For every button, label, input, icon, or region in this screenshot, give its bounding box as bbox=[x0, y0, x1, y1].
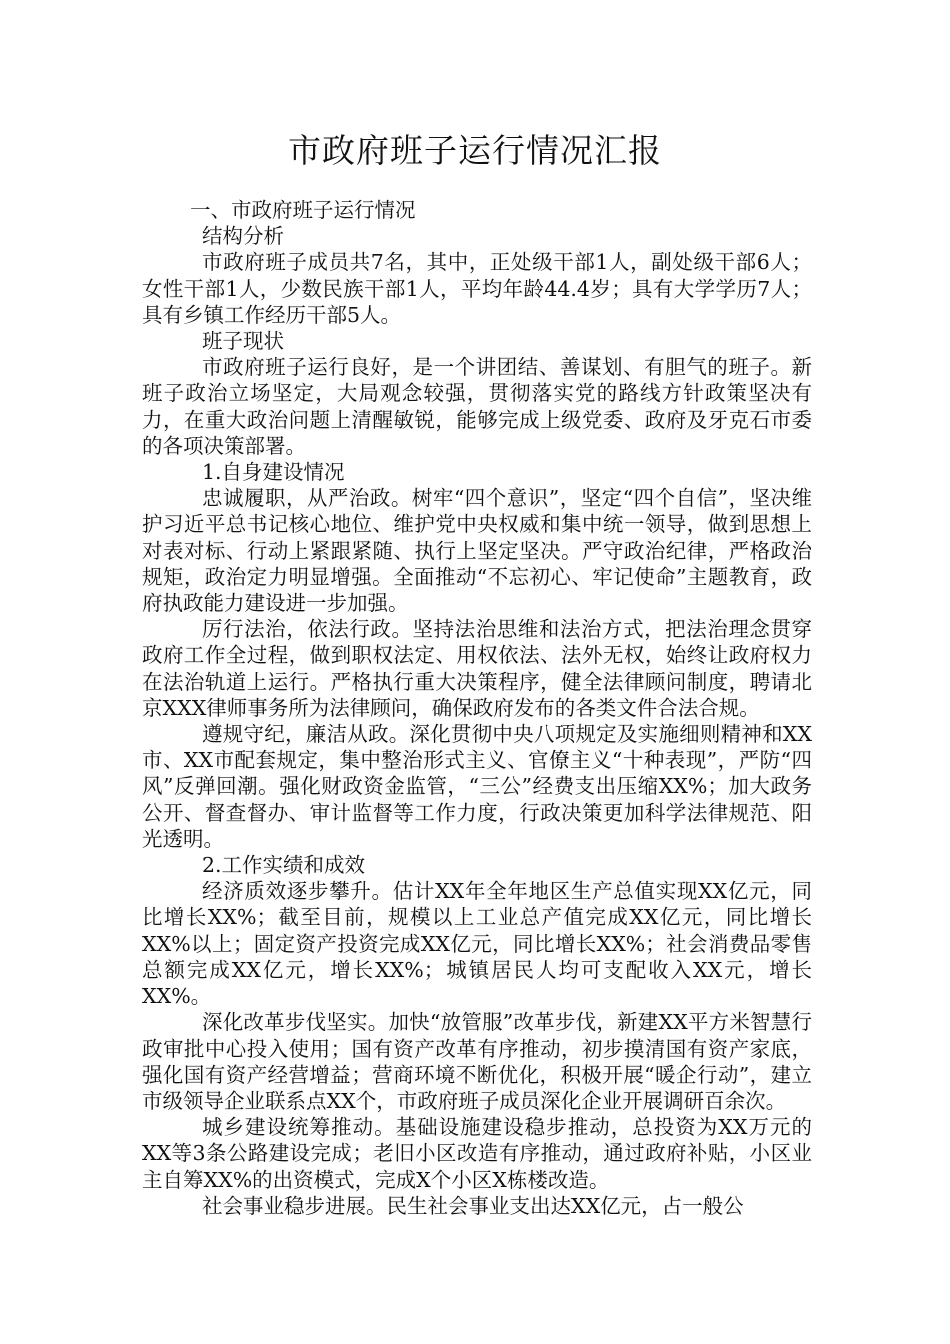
paragraph-loyalty: 忠诚履职，从严治政。树牢“四个意识”，坚定“四个自信”，坚决维护习近平总书记核心地位、维护党中央权威和集中统一领导，做到思想上对表对标、行动上紧跟紧随、执行上坚定坚决。严守政治纪律，严格政治规矩，政治定力明显增强。全面推动“不忘初心、牢记使命”主题教育，政府执政能力建设进一步加强。 bbox=[142, 486, 812, 616]
section-heading-1: 一、市政府班子运行情况 bbox=[190, 198, 416, 222]
paragraph-structure: 市政府班子成员共7名，其中，正处级干部1人，副处级干部6人；女性干部1人，少数民族干部1人，平均年龄44.4岁；具有大学学历7人；具有乡镇工作经历干部5人。 bbox=[142, 250, 812, 327]
paragraph-rule-of-law: 厉行法治，依法行政。坚持法治思维和法治方式，把法治理念贯穿政府工作全过程，做到职权法定、用权依法、法外无权，始终让政府权力在法治轨道上运行。严格执行重大决策程序，健全法律顾问制度，聘请北京XXX律师事务所为法律顾问，确保政府发布的各类文件合法合规。 bbox=[142, 617, 812, 720]
document-title: 市政府班子运行情况汇报 bbox=[288, 131, 662, 170]
paragraph-status: 市政府班子运行良好，是一个讲团结、善谋划、有胆气的班子。新班子政治立场坚定，大局观念较强，贯彻落实党的路线方针政策坚决有力，在重大政治问题上清醒敏锐，能够完成上级党委、政府及牙克石市委的各项决策部署。 bbox=[142, 355, 812, 458]
subheading-structure: 结构分析 bbox=[202, 224, 284, 249]
paragraph-urban-rural: 城乡建设统筹推动。基础设施建设稳步推动，总投资为XX万元的XX等3条公路建设完成；老旧小区改造有序推动，通过政府补贴，小区业主自筹XX%的出资模式，完成X个小区X栋楼改造。 bbox=[142, 1115, 812, 1192]
paragraph-reform: 深化改革步伐坚实。加快“放管服”改革步伐，新建XX平方米智慧行政审批中心投入使用；国有资产改革有序推动，初步摸清国有资产家底，强化国有资产经营增益；营商环境不断优化，积极开展“暖企行动”，建立市级领导企业联系点XX个，市政府班子成员深化企业开展调研百余次。 bbox=[142, 1010, 812, 1113]
paragraph-discipline: 遵规守纪，廉洁从政。深化贯彻中央八项规定及实施细则精神和XX市、XX市配套规定，集中整治形式主义、官僚主义“十种表现”，严防“四风”反弹回潮。强化财政资金监管，“三公”经费支出压缩XX%；加大政务公开、督查督办、审计监督等工作力度，行政决策更加科学法律规范、阳光透明。 bbox=[142, 722, 812, 851]
subheading-achievements: 2.工作实绩和成效 bbox=[202, 853, 366, 878]
subheading-self-building: 1.自身建设情况 bbox=[202, 460, 345, 485]
subheading-status: 班子现状 bbox=[202, 329, 284, 354]
paragraph-economy: 经济质效逐步攀升。估计XX年全年地区生产总值实现XX亿元，同比增长XX%；截至目前，规模以上工业总产值完成XX亿元，同比增长XX%以上；固定资产投资完成XX亿元，同比增长XX%；社会消费品零售总额完成XX亿元，增长XX%；城镇居民人均可支配收入XX元，增长XX%。 bbox=[142, 879, 812, 1009]
paragraph-social: 社会事业稳步进展。民生社会事业支出达XX亿元，占一般公 bbox=[202, 1193, 744, 1218]
document-body bbox=[142, 197, 812, 1219]
